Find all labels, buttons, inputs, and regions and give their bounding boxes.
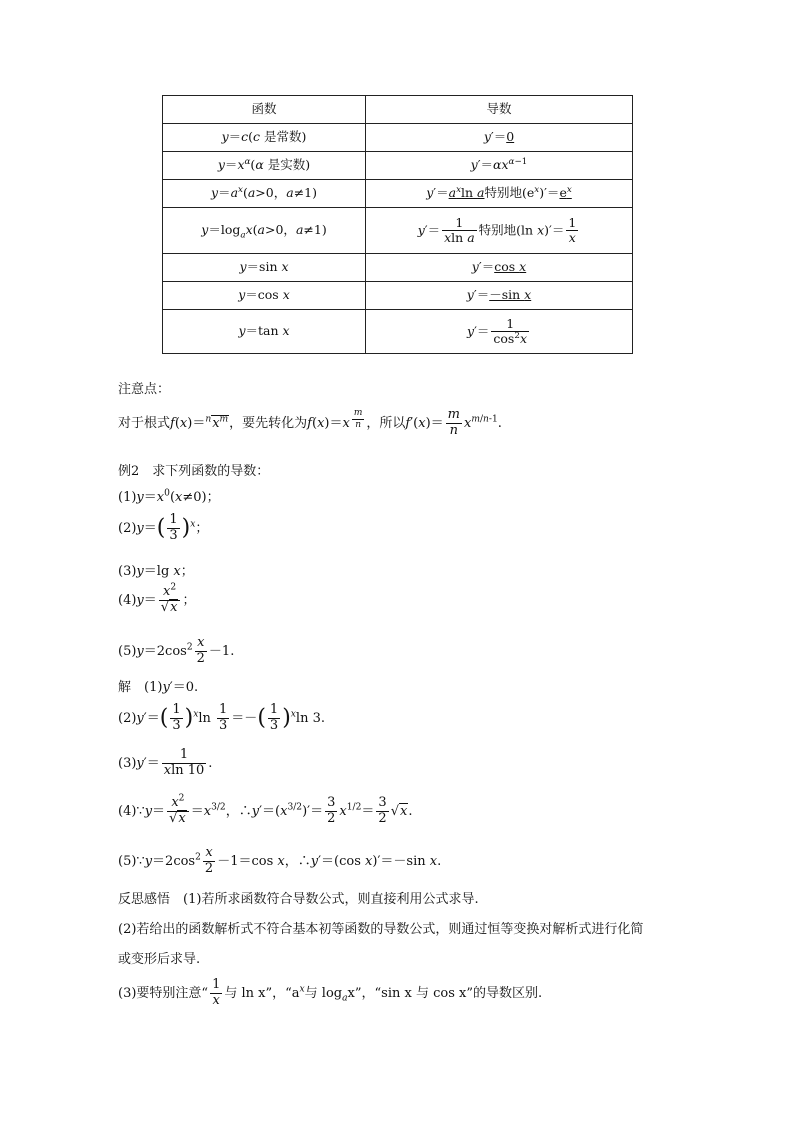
table-row <box>163 282 633 310</box>
row6-function: y＝cos x <box>163 282 366 310</box>
example-item-4: (4)y＝ $\frac{x^2}{√x}$ ； <box>118 582 196 615</box>
reflection-p3: (3)要特别注意“ $\frac{1}{x}$ 与 ln x”，“$a^x$与 $\log_ax$”，“sin x 与 cos x”的导数区别. <box>118 977 543 1008</box>
reflection-p2b: 或变形后求导. <box>118 952 201 967</box>
header-function: 函数 <box>163 96 366 124</box>
row2-derivative: $y'=\alpha x^{\alpha-1}$ <box>366 152 633 180</box>
row7-derivative: y′＝ $\frac{1}{\cos^2x}$ <box>366 310 633 354</box>
table-row <box>163 152 633 180</box>
table-row <box>163 310 633 354</box>
table-row <box>163 180 633 208</box>
notes-line: 对于根式$f(x)=^nx^m$，要先转化为f(x)＝x $^{\frac{m}{n}}$ ，所以f′(x)＝ $\frac{m}{n}$ $x^{m/n-1}$. <box>118 407 502 438</box>
reflection-line-1 <box>118 888 688 907</box>
solution-4: (4)∵y＝ $\frac{x^2}{√x}$ $=x^{3/2}$，$\therefore y'=(x^{3/2})'=$ $\frac{3}{2}$ $x^{1/2}=$ $\frac{3}{2}$ √x. <box>118 793 413 826</box>
example-item-1: $(1)y=x^0(x\ne 0)$； <box>118 488 220 505</box>
table-header-row <box>163 96 633 124</box>
derivative-table <box>162 95 633 354</box>
table-row <box>163 124 633 152</box>
notes-title: 注意点： <box>118 382 171 397</box>
reflection-title: 反思感悟 <box>118 892 171 907</box>
solution-2: (2)y′＝( $\frac{1}{3}$ )$^x$ln $\frac{1}{3}$ ＝－( $\frac{1}{3}$ )$^x$ln 3. <box>118 702 325 733</box>
row4-derivative: y′＝ $\frac{1}{\text{xln a}}$ 特别地(ln x)′＝ $\frac{1}{x}$ <box>366 208 633 254</box>
notes-text2: ，要先转化为 <box>229 415 308 431</box>
reflection-p2: (2)若给出的函数解析式不符合基本初等函数的导数公式，则通过恒等变换对解析式进行化简 <box>118 922 644 937</box>
example-item-2: (2)y＝( $\frac{1}{3}$ )$^x$； <box>118 512 209 543</box>
row2-function: $y=x^\alpha(\alpha$ 是实数) <box>163 152 366 180</box>
row5-function: y＝sin x <box>163 254 366 282</box>
reflection-p1: (1)若所求函数符合导数公式，则直接利用公式求导. <box>183 892 479 907</box>
solution-3: (3)y′＝ $\frac{1}{xln 10}$ . <box>118 747 213 778</box>
table-row <box>163 254 633 282</box>
row1-derivative: y′＝0 <box>366 124 633 152</box>
row5-derivative: y′＝cos x <box>366 254 633 282</box>
header-derivative: 导数 <box>366 96 633 124</box>
example-item-5: $(5)y=2\cos^2$ $\frac{x}{2}$ －1. <box>118 635 235 666</box>
example-title: 例2 求下列函数的导数： <box>118 464 270 479</box>
solution-5: $(5)\because y=2\cos^2$ $\frac{x}{2}$ －1＝cos x，∴y′＝(cos x)′＝－sin x. <box>118 845 442 876</box>
row3-derivative: $y'=a^x\ln$ a特别地$(e^x)'=e^x$ <box>366 180 633 208</box>
row6-derivative: y′＝－sin x <box>366 282 633 310</box>
notes-text3: ，所以 <box>366 415 406 431</box>
solution-label: 解 <box>118 680 132 695</box>
row1-function: y＝c(c 是常数) <box>163 124 366 152</box>
row4-function: $y=\log_ax(a>0$，a≠1) <box>163 208 366 254</box>
table-row <box>163 208 633 254</box>
solution-1: 解 (1)y′＝0. <box>118 680 199 695</box>
notes-text1: 对于根式 <box>118 415 171 431</box>
example-item-3: (3)y＝lg x； <box>118 564 194 579</box>
row7-function: y＝tan x <box>163 310 366 354</box>
row3-function: $y=a^x(a>0$，a≠1) <box>163 180 366 208</box>
